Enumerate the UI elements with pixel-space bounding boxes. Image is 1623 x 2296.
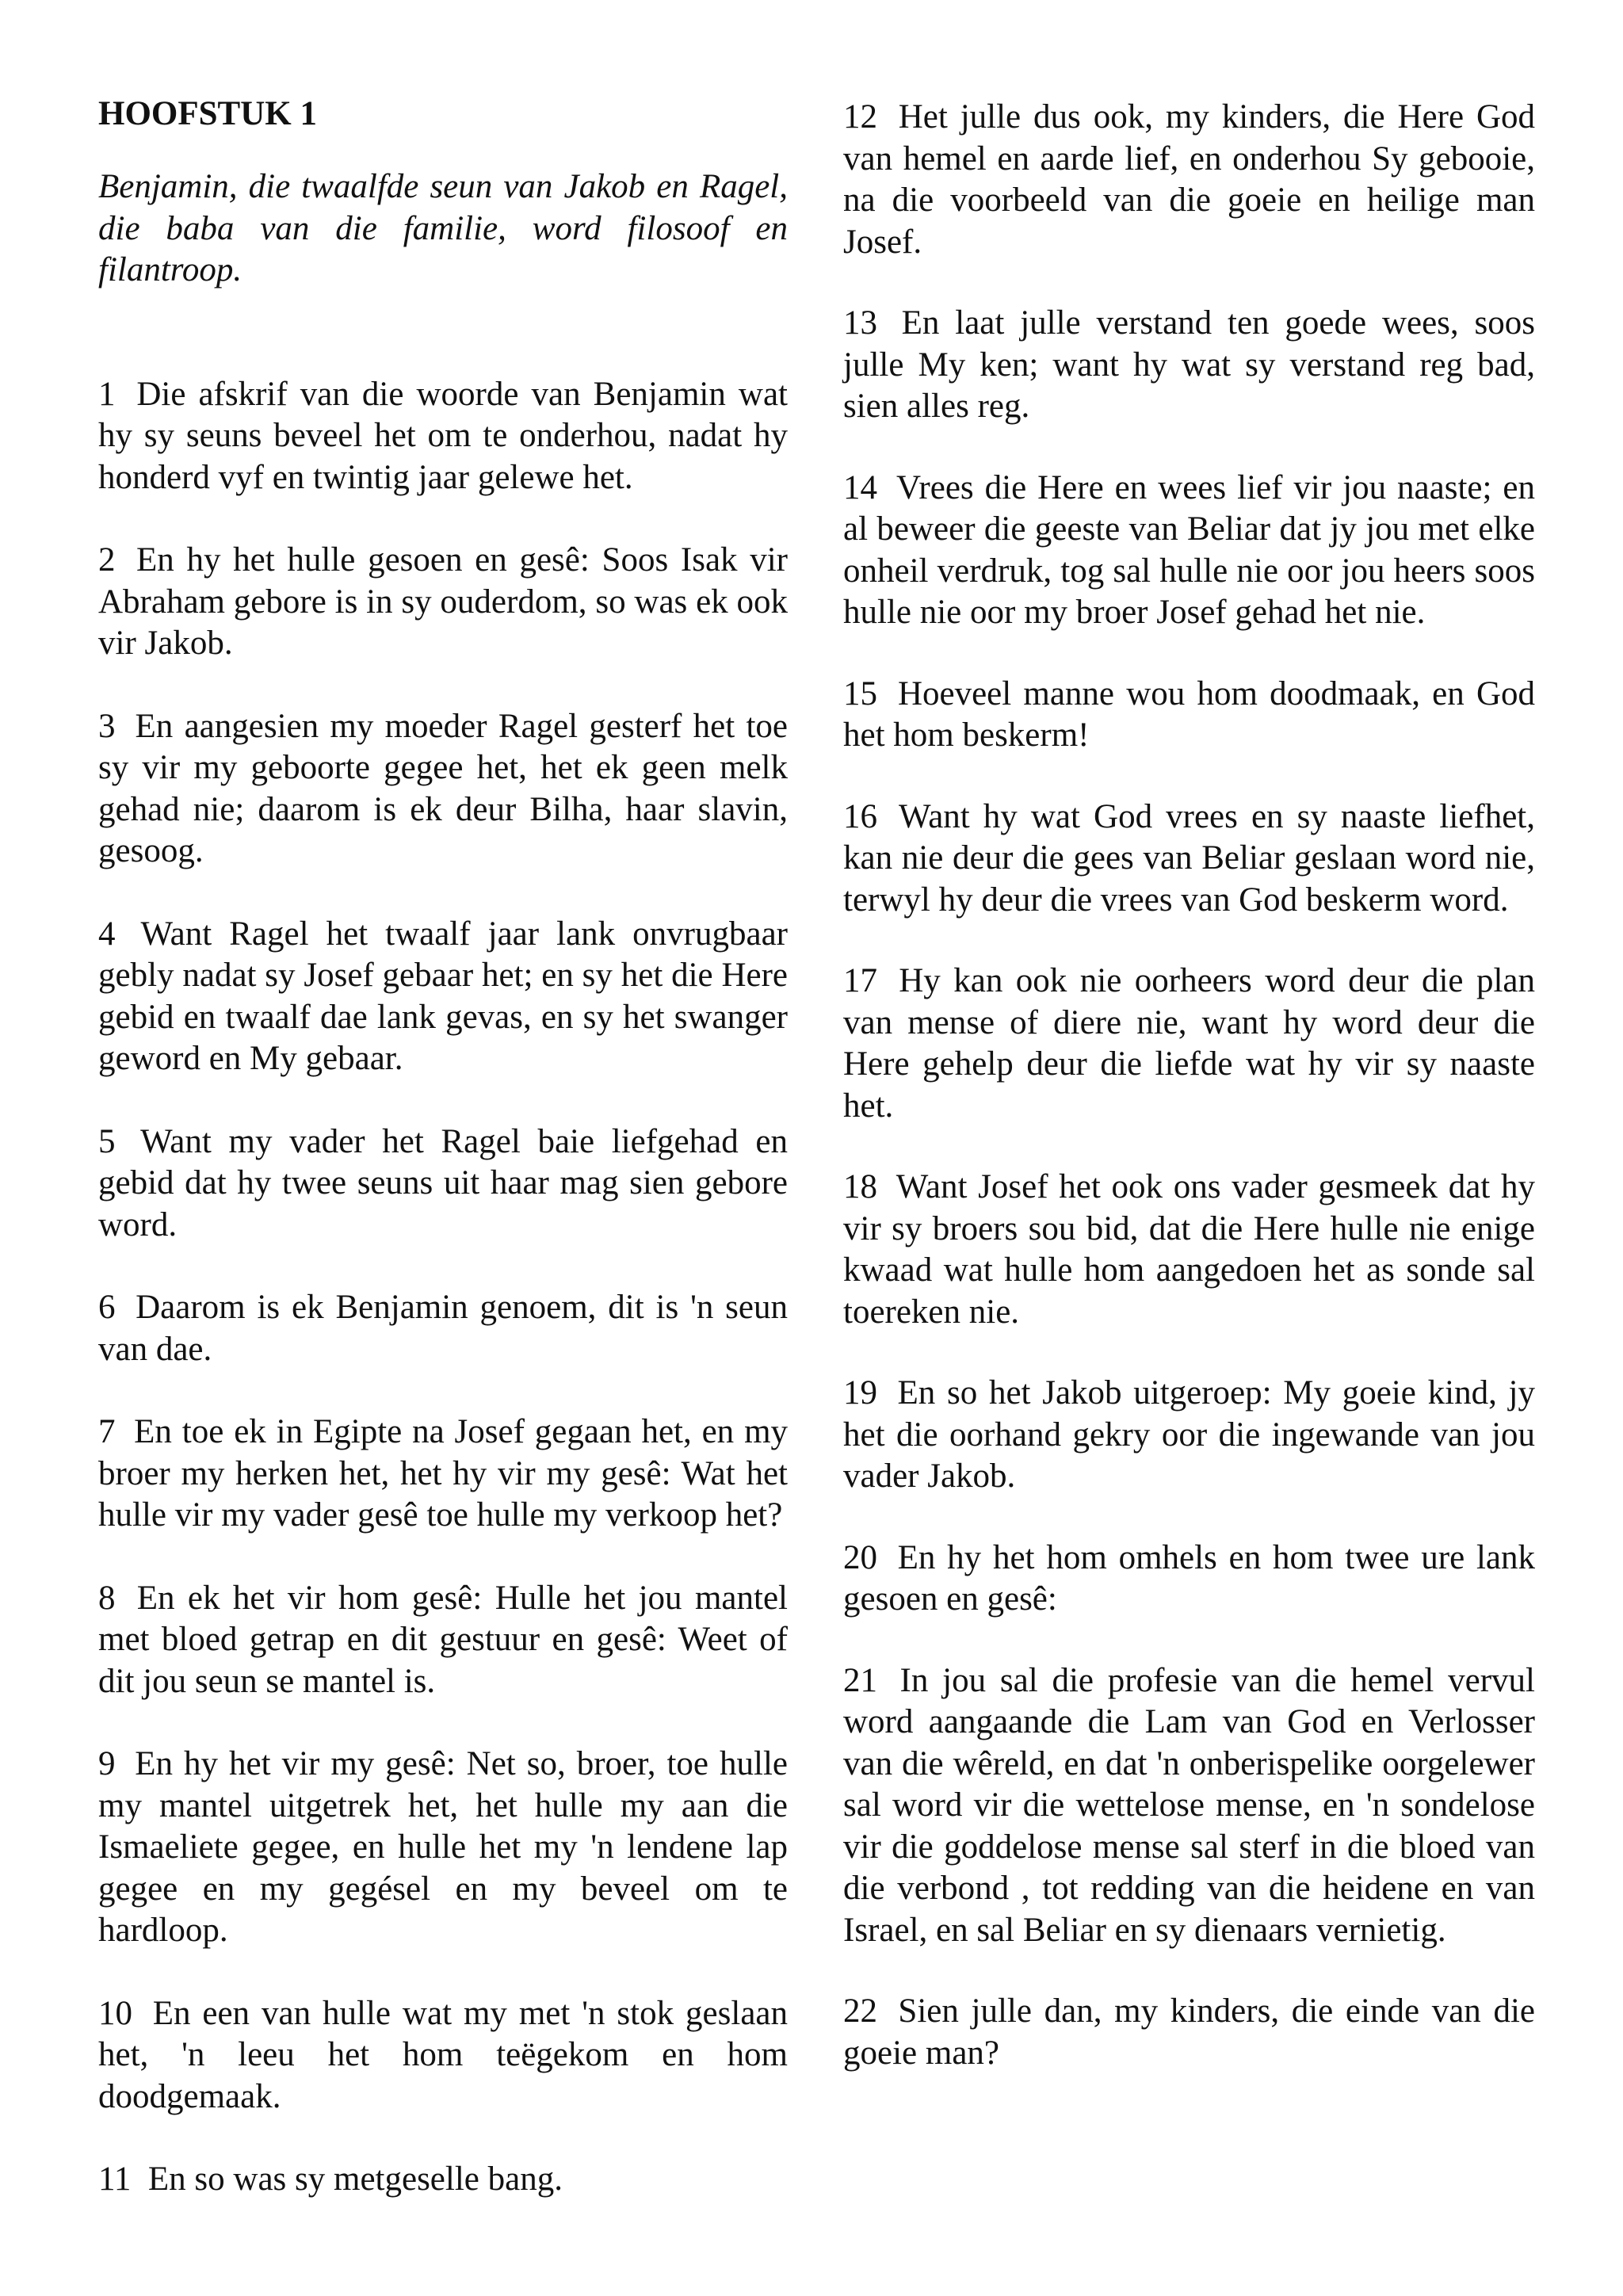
verse-number: 18 [843,1168,877,1205]
verse-6 [98,1287,788,1370]
verse-number: 6 [98,1289,116,1326]
verse-text: Want Ragel het twaalf jaar lank onvrugbaar gebly nadat sy Josef gebaar het; en sy het die Here gebid en twaalf dae lank gevas, en sy het swanger geword en My gebaar. [98,915,788,1077]
verse-text: En so het Jakob uitgeroep: My goeie kind, jy het die oorhand gekry oor die ingewande van jou vader Jakob. [843,1374,1535,1495]
verse-text: En hy het hom omhels en hom twee ure lank gesoen en gesê: [843,1538,1536,1618]
verse-number: 5 [98,1122,116,1160]
verse-13 [843,303,1535,428]
verse-1 [98,374,788,499]
verse-text: En toe ek in Egipte na Josef gegaan het, en my broer my herken het, het hy vir my gesê: Wat het hulle vir my vader gesê toe hulle my verkoop het? [98,1413,789,1534]
verse-number: 1 [98,375,116,413]
verse-text: Vrees die Here en wees lief vir jou naaste; en al beweer die geeste van Beliar dat jy jou met elke onheil verdruk, tog sal hulle nie oor jou heers soos hulle nie oor my broer Josef gehad het nie. [843,468,1535,631]
verse-number: 11 [98,2160,132,2198]
verse-4 [98,914,788,1080]
verse-5 [98,1121,788,1247]
verse-14 [843,468,1535,634]
verse-number: 3 [98,707,116,745]
verse-text: Daarom is ek Benjamin genoem, dit is 'n seun van dae. [98,1289,788,1368]
verse-16 [843,797,1535,922]
verse-18 [843,1167,1535,1333]
verse-number: 13 [843,304,877,342]
verse-text: En hy het vir my gesê: Net so, broer, toe hulle my mantel uitgetrek het, het hulle my aan die Ismaeliete gegee, en hulle het my 'n lendene lap gegee en my gegésel en my beveel om te hardloop. [98,1745,789,1949]
verse-19 [843,1373,1535,1498]
verse-8 [98,1578,788,1703]
verse-3 [98,706,788,873]
verse-10 [98,1993,788,2118]
verse-number: 8 [98,1579,116,1617]
verse-text: En so was sy metgeselle bang. [147,2160,563,2198]
verse-number: 10 [98,1994,132,2032]
verse-9 [98,1744,788,1952]
verse-text: Sien julle dan, my kinders, die einde van die goeie man? [843,1992,1535,2072]
verse-number: 17 [843,962,877,999]
verse-text: En ek het vir hom gesê: Hulle het jou mantel met bloed getrap en dit gestuur en gesê: Weet of dit jou seun se mantel is. [98,1579,788,1700]
verse-2 [98,540,788,665]
right-column [843,97,1535,2114]
verse-text: Hy kan ook nie oorheers word deur die plan van mense of diere nie, want hy word deur die Here gehelp deur die liefde wat hy vir sy naaste het. [843,962,1535,1125]
verse-text: En een van hulle wat my met 'n stok geslaan het, 'n leeu het hom teëgekom en hom doodgemaak. [98,1994,788,2115]
verse-number: 20 [843,1538,877,1576]
verse-number: 22 [843,1992,877,2030]
verse-text: Hoeveel manne wou hom doodmaak, en God het hom beskerm! [843,674,1535,754]
verse-text: Die afskrif van die woorde van Benjamin wat hy sy seuns beveel het om te onderhou, nadat hy honderd vyf en twintig jaar gelewe het. [98,375,788,496]
verse-text: Het julle dus ook, my kinders, die Here God van hemel en aarde lief, en onderhou Sy gebooie, na die voorbeeld van die goeie en heilige man Josef. [843,98,1536,261]
verse-21 [843,1660,1535,1952]
verse-number: 12 [843,98,877,136]
verse-number: 9 [98,1745,116,1782]
verse-number: 2 [98,541,116,579]
verse-15 [843,674,1535,757]
verse-20 [843,1538,1535,1621]
verse-number: 16 [843,797,877,835]
verse-12 [843,97,1535,263]
verse-17 [843,961,1535,1127]
verse-number: 19 [843,1374,877,1412]
chapter-title: HOOFSTUK 1 [98,95,317,132]
verse-number: 4 [98,915,116,953]
chapter-summary: Benjamin, die twaalfde seun van Jakob en Ragel, die baba van die familie, word filosoof en filantroop. [98,168,788,288]
verse-text: En aangesien my moeder Ragel gesterf het toe sy vir my geboorte gegee het, het ek geen melk gehad nie; daarom is ek deur Bilha, haar slavin, gesoog. [98,707,788,869]
verse-text: En laat julle verstand ten goede wees, soos julle My ken; want hy wat sy verstand reg bad, sien alles reg. [843,304,1536,425]
verse-text: Want hy wat God vrees en sy naaste liefhet, kan nie deur die gees van Beliar geslaan word nie, terwyl hy deur die vrees van God beskerm word. [843,797,1535,919]
verse-number: 14 [843,468,877,506]
verse-number: 7 [98,1413,116,1450]
verse-number: 21 [843,1661,877,1699]
verse-text: In jou sal die profesie van die hemel vervul word aangaande die Lam van God en Verlosser van die wêreld, en dat 'n onberispelike oorgelewer sal word vir die wettelose mense, en 'n sondelose vir die goddelose mense sal sterf in die bloed van die verbond , tot redding van die heidene en van Israel, en sal Beliar en sy dienaars vernietig. [843,1661,1535,1949]
left-column [98,94,788,2242]
verse-text: Want my vader het Ragel baie liefgehad en gebid dat hy twee seuns uit haar mag sien gebore word. [98,1122,788,1244]
verse-22 [843,1991,1535,2074]
verse-11 [98,2159,788,2201]
verse-text: Want Josef het ook ons vader gesmeek dat hy vir sy broers sou bid, dat die Here hulle nie enige kwaad wat hulle hom aangedoen het as sonde sal toereken nie. [843,1168,1535,1331]
verse-text: En hy het hulle gesoen en gesê: Soos Isak vir Abraham gebore is in sy ouderdom, so was ek ook vir Jakob. [98,541,788,662]
verse-number: 15 [843,674,877,712]
verse-7 [98,1412,788,1537]
